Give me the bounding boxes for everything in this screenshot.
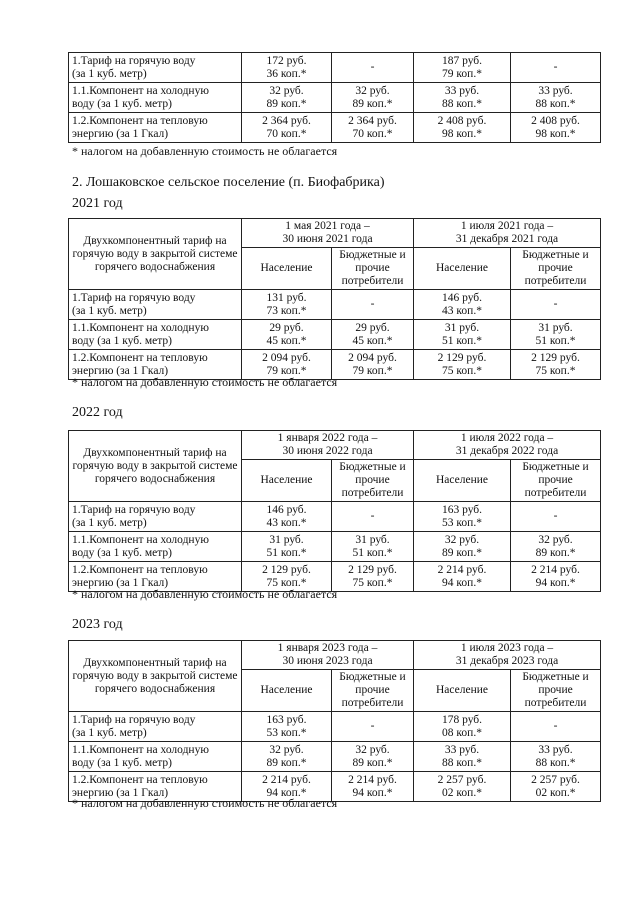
column-header-budget: Бюджетные и прочие потребители [511, 248, 601, 290]
table-row [69, 532, 601, 562]
table-row [69, 83, 601, 113]
table-cell: 2 214 руб. 94 коп.* [332, 772, 414, 802]
row-label: 1.1.Компонент на холодную воду (за 1 куб. метр) [69, 742, 242, 772]
table-cell: 31 руб. 51 коп.* [414, 320, 511, 350]
table-cell: 2 214 руб. 94 коп.* [242, 772, 332, 802]
table-cell: 146 руб. 43 коп.* [414, 290, 511, 320]
period-header: 1 мая 2021 года – 30 июня 2021 года [242, 219, 414, 248]
year-heading: 2023 год [72, 617, 123, 632]
table-cell: 2 214 руб. 94 коп.* [511, 562, 601, 592]
table-cell: 29 руб. 45 коп.* [242, 320, 332, 350]
tariff-table-2021 [68, 218, 601, 380]
column-header-budget: Бюджетные и прочие потребители [332, 460, 414, 502]
table-row [69, 502, 601, 532]
table-row [69, 712, 601, 742]
table-cell: 131 руб. 73 коп.* [242, 290, 332, 320]
table-cell: 29 руб. 45 коп.* [332, 320, 414, 350]
table-cell: 172 руб. 36 коп.* [242, 53, 332, 83]
table-cell: 187 руб. 79 коп.* [414, 53, 511, 83]
table-cell: 163 руб. 53 коп.* [242, 712, 332, 742]
column-header-population: Население [414, 670, 511, 712]
row-label: 1.2.Компонент на тепловую энергию (за 1 Гкал) [69, 562, 242, 592]
table-row [69, 320, 601, 350]
table-cell: - [332, 53, 414, 83]
column-header-population: Население [414, 460, 511, 502]
table-cell: - [511, 712, 601, 742]
tariff-table-2022 [68, 430, 601, 592]
period-header: 1 июля 2022 года – 31 декабря 2022 года [414, 431, 601, 460]
table-cell: 33 руб. 88 коп.* [414, 83, 511, 113]
table-cell: 2 094 руб. 79 коп.* [242, 350, 332, 380]
table-title-cell: Двухкомпонентный тариф на горячую воду в закрытой системе горячего водоснабжения [69, 641, 242, 712]
column-header-budget: Бюджетные и прочие потребители [511, 670, 601, 712]
table-row [69, 290, 601, 320]
table-cell: 2 364 руб. 70 коп.* [242, 113, 332, 143]
year-heading: 2021 год [72, 196, 123, 211]
row-label: 1.2.Компонент на тепловую энергию (за 1 Гкал) [69, 772, 242, 802]
column-header-population: Население [242, 248, 332, 290]
table-cell: 2 257 руб. 02 коп.* [511, 772, 601, 802]
period-header: 1 января 2023 года – 30 июня 2023 года [242, 641, 414, 670]
table-row [69, 742, 601, 772]
row-label: 1.Тариф на горячую воду (за 1 куб. метр) [69, 502, 242, 532]
row-label: 1.Тариф на горячую воду (за 1 куб. метр) [69, 53, 242, 83]
year-heading: 2022 год [72, 405, 123, 420]
row-label: 1.1.Компонент на холодную воду (за 1 куб. метр) [69, 320, 242, 350]
period-header: 1 июля 2023 года – 31 декабря 2023 года [414, 641, 601, 670]
table-cell: 163 руб. 53 коп.* [414, 502, 511, 532]
table-cell: 31 руб. 51 коп.* [332, 532, 414, 562]
table-row [69, 113, 601, 143]
row-label: 1.Тариф на горячую воду (за 1 куб. метр) [69, 712, 242, 742]
table-cell: - [332, 502, 414, 532]
vat-note: * налогом на добавленную стоимость не облагается [72, 144, 338, 158]
table-cell: 32 руб. 89 коп.* [332, 742, 414, 772]
column-header-population: Население [414, 248, 511, 290]
tariff-table-top [68, 52, 601, 143]
column-header-budget: Бюджетные и прочие потребители [511, 460, 601, 502]
table-title-cell: Двухкомпонентный тариф на горячую воду в закрытой системе горячего водоснабжения [69, 219, 242, 290]
table-cell: 33 руб. 88 коп.* [511, 83, 601, 113]
table-cell: - [511, 502, 601, 532]
table-cell: 2 129 руб. 75 коп.* [511, 350, 601, 380]
table-cell: 32 руб. 89 коп.* [511, 532, 601, 562]
table-cell: 33 руб. 88 коп.* [511, 742, 601, 772]
column-header-population: Население [242, 460, 332, 502]
table-cell: 2 214 руб. 94 коп.* [414, 562, 511, 592]
table-cell: 32 руб. 89 коп.* [242, 742, 332, 772]
table-cell: 33 руб. 88 коп.* [414, 742, 511, 772]
table-row [69, 53, 601, 83]
section-heading: 2. Лошаковское сельское поселение (п. Биофабрика) [72, 175, 385, 190]
vat-note: * налогом на добавленную стоимость не облагается [72, 796, 338, 810]
tariff-table-2023 [68, 640, 601, 802]
period-header: 1 июля 2021 года – 31 декабря 2021 года [414, 219, 601, 248]
table-cell: 2 364 руб. 70 коп.* [332, 113, 414, 143]
column-header-population: Население [242, 670, 332, 712]
vat-note: * налогом на добавленную стоимость не облагается [72, 375, 338, 389]
table-cell: 32 руб. 89 коп.* [332, 83, 414, 113]
row-label: 1.1.Компонент на холодную воду (за 1 куб. метр) [69, 532, 242, 562]
table-cell: 2 408 руб. 98 коп.* [414, 113, 511, 143]
vat-note: * налогом на добавленную стоимость не облагается [72, 587, 338, 601]
table-cell: 31 руб. 51 коп.* [242, 532, 332, 562]
table-cell: 178 руб. 08 коп.* [414, 712, 511, 742]
table-cell: 146 руб. 43 коп.* [242, 502, 332, 532]
row-label: 1.1.Компонент на холодную воду (за 1 куб. метр) [69, 83, 242, 113]
column-header-budget: Бюджетные и прочие потребители [332, 670, 414, 712]
row-label: 1.Тариф на горячую воду (за 1 куб. метр) [69, 290, 242, 320]
table-cell: 32 руб. 89 коп.* [242, 83, 332, 113]
table-cell: - [511, 290, 601, 320]
table-cell: 2 129 руб. 75 коп.* [332, 562, 414, 592]
row-label: 1.2.Компонент на тепловую энергию (за 1 Гкал) [69, 350, 242, 380]
period-header: 1 января 2022 года – 30 июня 2022 года [242, 431, 414, 460]
table-cell: - [332, 712, 414, 742]
table-title-cell: Двухкомпонентный тариф на горячую воду в закрытой системе горячего водоснабжения [69, 431, 242, 502]
table-cell: 31 руб. 51 коп.* [511, 320, 601, 350]
table-cell: 2 094 руб. 79 коп.* [332, 350, 414, 380]
table-cell: 2 129 руб. 75 коп.* [242, 562, 332, 592]
table-cell: - [332, 290, 414, 320]
table-cell: - [511, 53, 601, 83]
table-cell: 2 129 руб. 75 коп.* [414, 350, 511, 380]
column-header-budget: Бюджетные и прочие потребители [332, 248, 414, 290]
table-cell: 2 257 руб. 02 коп.* [414, 772, 511, 802]
table-cell: 32 руб. 89 коп.* [414, 532, 511, 562]
row-label: 1.2.Компонент на тепловую энергию (за 1 Гкал) [69, 113, 242, 143]
table-cell: 2 408 руб. 98 коп.* [511, 113, 601, 143]
